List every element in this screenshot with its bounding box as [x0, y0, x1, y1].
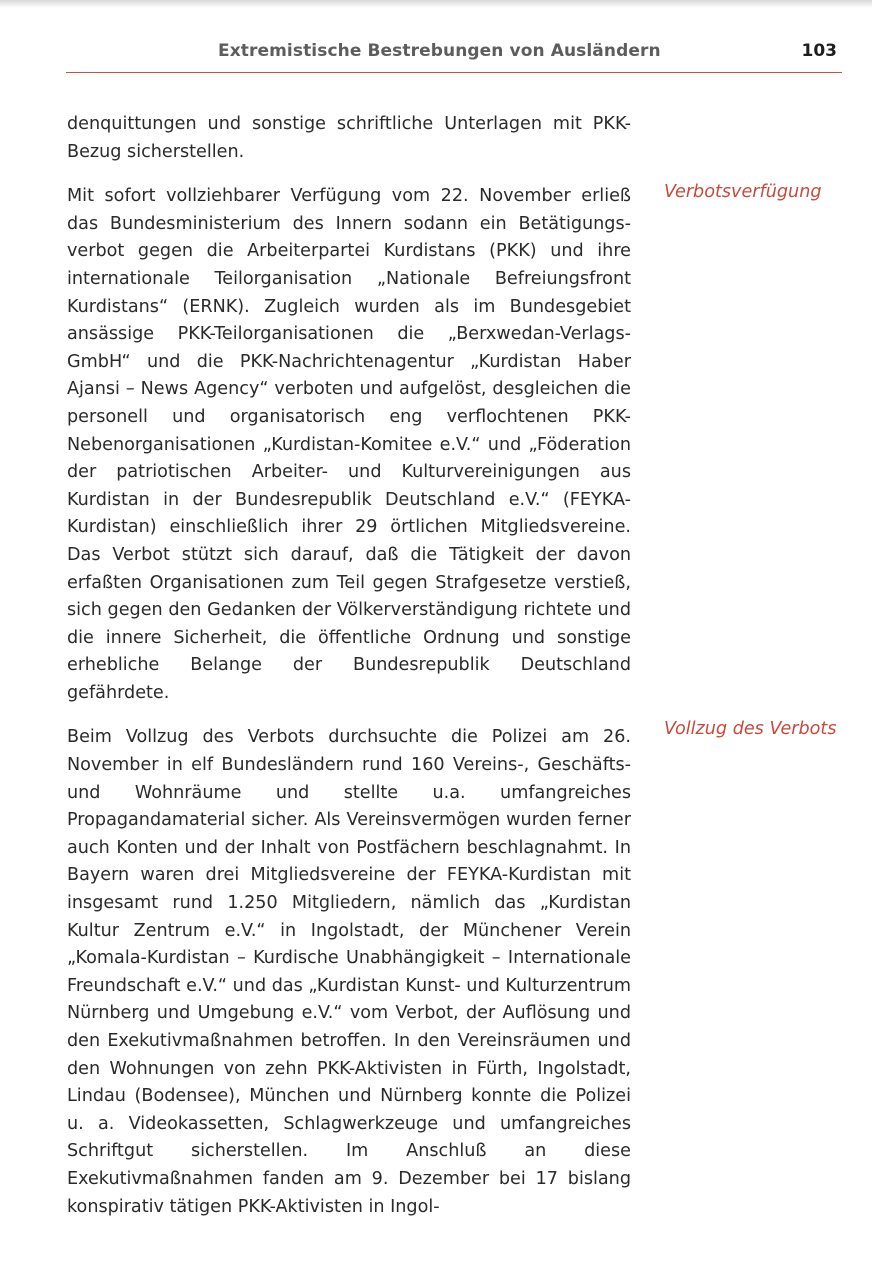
running-title: Extremistische Bestrebungen von Ausländern	[218, 41, 661, 61]
page-number: 103	[801, 41, 837, 61]
page-top-edge	[0, 0, 872, 8]
paragraph-vollzug: Beim Vollzug des Verbots durchsuchte die Polizei am 26. November in elf Bundesländern rund 160 Vereins-, Geschäfts- und Wohnräume und stellte u.a. umfangreiches Propagandamaterial sicher. Als Vereinsvermögen wurden ferner auch Konten und der Inhalt von Postfächern beschlagnahmt. In Bayern waren drei Mitgliedsvereine der FEYKA-Kurdistan mit insgesamt rund 1.250 Mitgliedern, nämlich das „Kurdistan Kultur Zentrum e.V.“ in Ingolstadt, der Münchener Verein „Komala-Kurdistan – Kurdische Unabhängigkeit – Internationale Freundschaft e.V.“ und das „Kurdistan Kunst- und Kulturzentrum Nürnberg und Umgebung e.V.“ vom Verbot, der Auflösung und den Exekutivmaßnahmen betroffen. In den Vereinsräumen und den Wohnungen von zehn PKK-Aktivisten in Fürth, Ingolstadt, Lindau (Bodensee), München und Nürnberg konnte die Polizei u. a. Videokassetten, Schlagwerkzeuge und umfangreiches Schriftgut sicherstellen. Im Anschluß an diese Exekutivmaßnahmen fanden am 9. Dezember bei 17 bislang konspirativ tätigen PKK-Aktivisten in Ingol-	[67, 727, 631, 1217]
body-text	[67, 111, 631, 1238]
paragraph-continuation: denquittungen und sonstige schriftliche Unterlagen mit PKK-Bezug sicherstellen.	[67, 114, 631, 162]
margin-note-verbotsverfuegung: Verbotsverfügung	[664, 182, 822, 202]
margin-note-vollzug: Vollzug des Verbots	[664, 719, 837, 739]
paragraph-verbotsverfuegung: Mit sofort vollziehbarer Verfügung vom 22. November erließ das Bundesministerium des Innern sodann ein Betätigungsverbot gegen die Arbeiterpartei Kurdistans (PKK) und ihre internationale Teilorganisation „Nationale Befreiungsfront Kurdistans“ (ERNK). Zugleich wurden als im Bundesgebiet ansässige PKK-Teilorganisationen die „Berxwedan-Verlags-GmbH“ und die PKK-Nachrichtenagentur „Kurdistan Haber Ajansi – News Agency“ verboten und aufgelöst, desgleichen die personell und organisatorisch eng verflochtenen PKK-Nebenorganisationen „Kurdistan-Komitee e.V.“ und „Föderation der patriotischen Arbeiter- und Kulturvereinigungen aus Kurdistan in der Bundesrepublik Deutschland e.V.“ (FEYKA-Kurdistan) einschließlich ihrer 29 örtlichen Mitgliedsvereine. Das Verbot stützt sich darauf, daß die Tätigkeit der davon erfaßten Organisationen zum Teil gegen Strafgesetze verstieß, sich gegen den Gedanken der Völkerverständigung richtete und die innere Sicherheit, die öffentliche Ordnung und sonstige erhebliche Belange der Bundesrepublik Deutschland gefährdete.	[67, 186, 631, 703]
header-rule	[66, 72, 842, 73]
running-header	[66, 41, 837, 67]
